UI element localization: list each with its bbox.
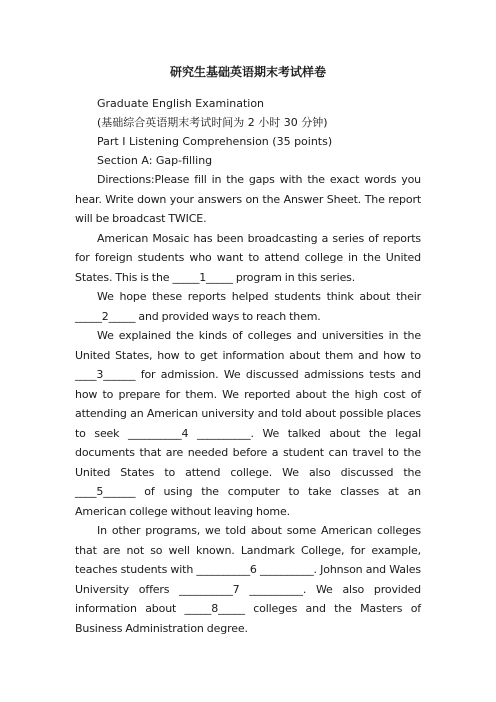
directions-paragraph: Directions:Please fill in the gaps with the exact words you hear. Write down your answers on the Answer Sheet. The report will be broadcast TWICE. xyxy=(75,173,421,225)
body-paragraph: We explained the kinds of colleges and universities in the United States, how to get information about them and how to ____3______ for admission. We discussed admissions tests and how to prepare for them. We reported about the high cost of attending an American university and told about possible places to seek __________4 __________. We talked about the legal documents that are needed before a student can travel to the United States to attend college. We also discussed the ____5______ of using the computer to take classes at an American college without leaving home. xyxy=(75,329,421,518)
document-page xyxy=(75,0,421,638)
exam-duration-note: (基础综合英语期末考试时间为 2 小时 30 分钟) xyxy=(97,116,328,129)
exam-name: Graduate English Examination xyxy=(97,97,265,110)
body-paragraph: In other programs, we told about some American colleges that are not so well known. Landmark College, for example, teaches students with __________6 __________. Johnson and Wales University offers __________7 __________. We also provided information about _____8_____ colleges and the Masters of Business Administration degree. xyxy=(75,524,421,635)
part-heading: Part I Listening Comprehension (35 points) xyxy=(97,135,333,148)
section-heading: Section A: Gap-filling xyxy=(97,154,213,167)
document-title: 研究生基础英语期末考试样卷 xyxy=(169,65,326,79)
body-paragraph: American Mosaic has been broadcasting a series of reports for foreign students who want to attend college in the United States. This is the _____1_____ program in this series. xyxy=(75,231,421,284)
body-paragraph: We hope these reports helped students think about their _____2_____ and provided ways to reach them. xyxy=(75,290,421,323)
